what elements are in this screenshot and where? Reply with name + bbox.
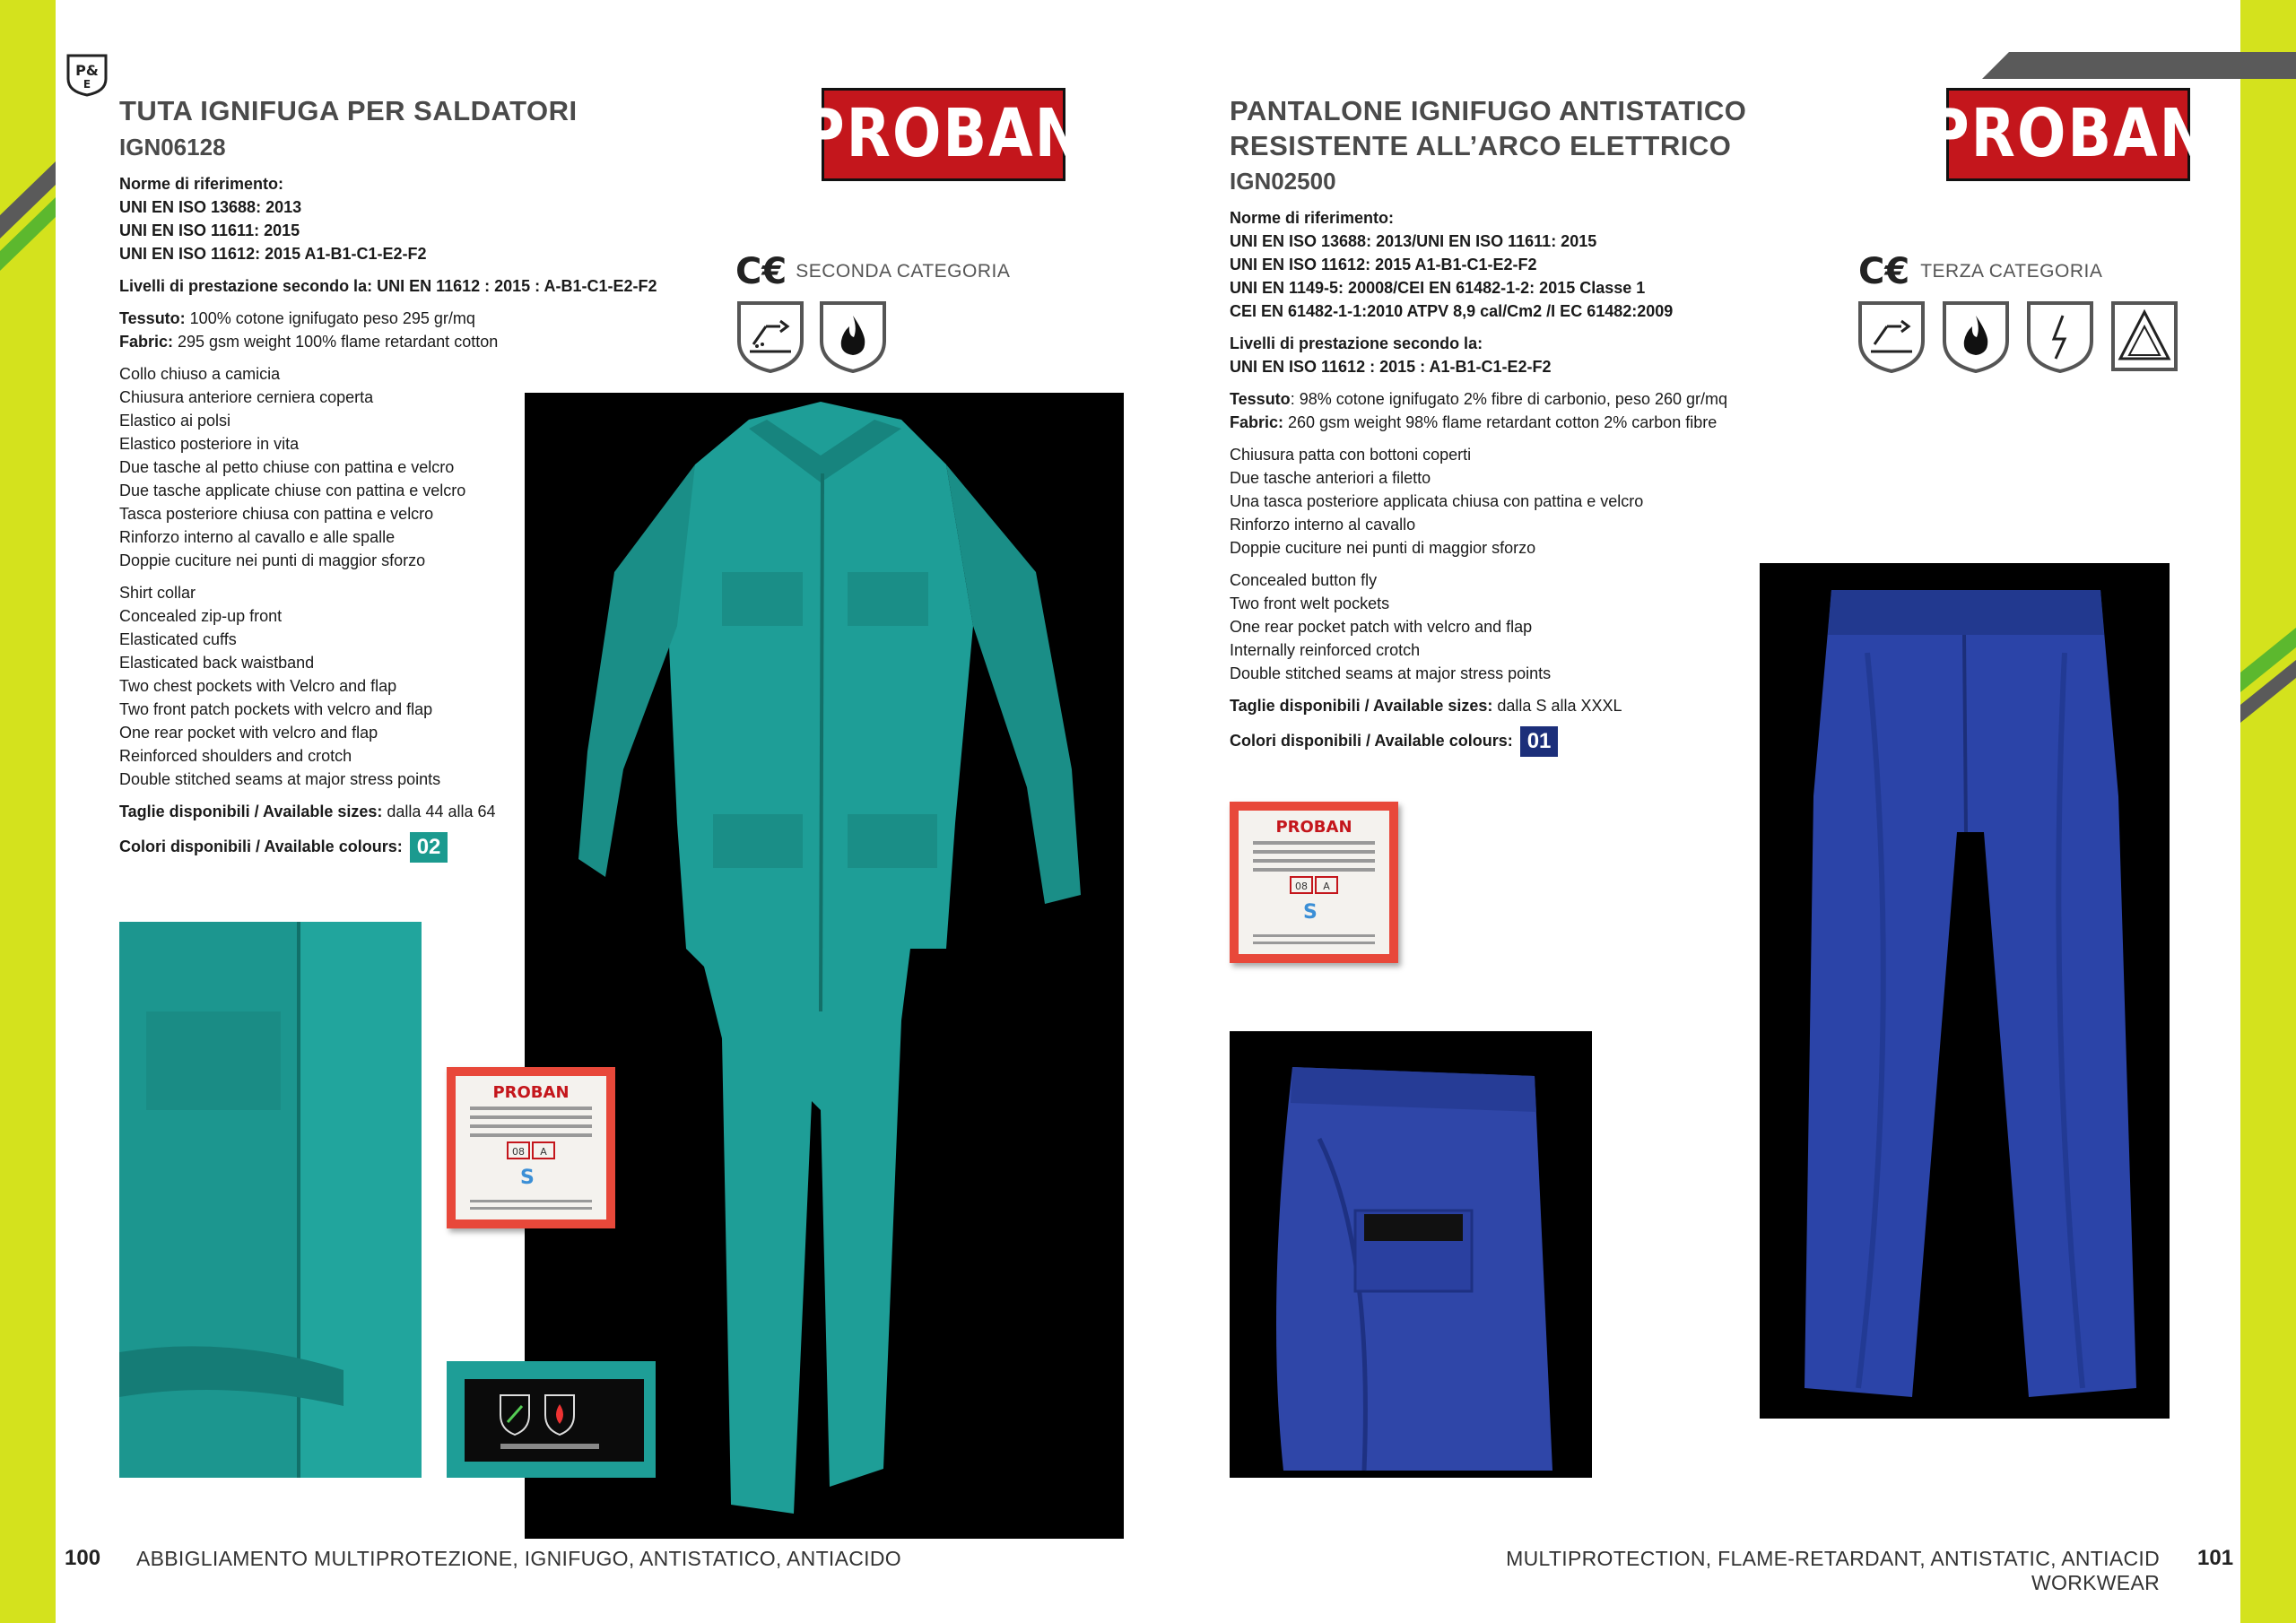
right-spec-block	[1230, 206, 1804, 757]
sizes: Taglie disponibili / Available sizes: dalla 44 alla 64	[119, 803, 496, 820]
right-accent-stripe	[2240, 0, 2296, 1623]
norme-item: UNI EN ISO 11612: 2015 A1-B1-C1-E2-F2	[1230, 256, 1537, 273]
coverall-detail-photo	[119, 922, 422, 1478]
right-certification	[1858, 251, 2102, 292]
feature-en: Double stitched seams at major stress points	[119, 770, 441, 788]
colour-badge: 02	[410, 832, 448, 863]
feature-en: Internally reinforced crotch	[1230, 641, 1421, 659]
trousers-main-photo	[1760, 563, 2170, 1419]
svg-text:A: A	[1323, 881, 1330, 892]
feature-en: Elasticated cuffs	[119, 630, 237, 648]
antistatic-triangle-icon	[2109, 299, 2179, 373]
sizes: Taglie disponibili / Available sizes: dalla S alla XXXL	[1230, 697, 1622, 715]
svg-text:E: E	[83, 78, 91, 91]
feature-it: Rinforzo interno al cavallo e alle spalle	[119, 528, 396, 546]
feature-it: Due tasche anteriori a filetto	[1230, 469, 1431, 487]
norme-item: CEI EN 61482-1-1:2010 ATPV 8,9 cal/Cm2 /I EC 61482:2009	[1230, 302, 1674, 320]
left-product-title: TUTA IGNIFUGA PER SALDATORI	[119, 95, 578, 126]
left-product-code: IGN06128	[119, 134, 226, 161]
feature-it: Chiusura anteriore cerniera coperta	[119, 388, 374, 406]
fabric-en: Fabric: 260 gsm weight 98% flame retardant cotton 2% carbon fibre	[1230, 413, 1718, 431]
trousers-detail-photo	[1230, 1031, 1592, 1478]
brand-logo-icon	[65, 52, 109, 97]
feature-en: Two chest pockets with Velcro and flap	[119, 677, 397, 695]
feature-it: Due tasche applicate chiuse con pattina e velcro	[119, 482, 466, 499]
proban-label-card	[1230, 802, 1398, 963]
feature-en: Concealed button fly	[1230, 571, 1378, 589]
svg-text:S: S	[520, 1167, 535, 1189]
feature-it: Elastico ai polsi	[119, 412, 231, 430]
colours: Colori disponibili / Available colours: 01	[1230, 726, 1804, 757]
feature-en: Double stitched seams at major stress points	[1230, 664, 1552, 682]
left-certification	[735, 251, 1010, 292]
feature-it: Due tasche al petto chiuse con pattina e velcro	[119, 458, 455, 476]
svg-text:PROBAN: PROBAN	[492, 1083, 570, 1102]
right-safety-icons	[1857, 299, 2179, 373]
norme-item: UNI EN ISO 13688: 2013/UNI EN ISO 11611: 2015	[1230, 232, 1597, 250]
svg-text:08: 08	[1295, 881, 1308, 892]
norme-heading: Norme di riferimento:	[119, 175, 284, 193]
flame-shield-icon	[818, 299, 888, 373]
performance-heading: Livelli di prestazione secondo la:	[1230, 334, 1483, 352]
performance-levels: Livelli di prestazione secondo la: UNI EN 11612 : 2015 : A-B1-C1-E2-F2	[119, 277, 657, 295]
welding-shield-icon	[735, 299, 805, 373]
category-label: TERZA CATEGORIA	[1920, 261, 2103, 282]
page-number-left: 100	[65, 1546, 101, 1570]
electric-arc-shield-icon	[2025, 299, 2095, 373]
feature-en: Concealed zip-up front	[119, 607, 283, 625]
footer-section-title-en: MULTIPROTECTION, FLAME-RETARDANT, ANTISTATIC, ANTIACID WORKWEAR	[1506, 1547, 2160, 1594]
feature-it: Elastico posteriore in vita	[119, 435, 300, 453]
norme-item: UNI EN ISO 13688: 2013	[119, 198, 302, 216]
norme-item: UNI EN 1149-5: 20008/CEI EN 61482-1-2: 2015 Classe 1	[1230, 279, 1646, 297]
flame-shield-icon	[1941, 299, 2011, 373]
footer-section-title-it: ABBIGLIAMENTO MULTIPROTEZIONE, IGNIFUGO, ANTISTATICO, ANTIACIDO	[136, 1547, 901, 1570]
norme-item: UNI EN ISO 11612: 2015 A1-B1-C1-E2-F2	[119, 245, 427, 263]
fabric-it: Tessuto: 100% cotone ignifugato peso 295 gr/mq	[119, 309, 475, 327]
feature-it: Doppie cuciture nei punti di maggior sforzo	[119, 551, 426, 569]
coverall-patch-photo	[447, 1361, 656, 1478]
fabric-en: Fabric: 295 gsm weight 100% flame retardant cotton	[119, 333, 499, 351]
svg-text:A: A	[540, 1146, 547, 1158]
feature-it: Doppie cuciture nei punti di maggior sforzo	[1230, 539, 1536, 557]
feature-it: Una tasca posteriore applicata chiusa con pattina e velcro	[1230, 492, 1644, 510]
proban-label-card	[447, 1067, 615, 1228]
svg-text:S: S	[1303, 901, 1318, 924]
colour-badge: 01	[1520, 726, 1559, 757]
category-label: SECONDA CATEGORIA	[796, 261, 1011, 282]
feature-it: Collo chiuso a camicia	[119, 365, 281, 383]
feature-en: One rear pocket with velcro and flap	[119, 724, 378, 742]
right-product-title: PANTALONE IGNIFUGO ANTISTATICO RESISTENTE ALL’ARCO ELETTRICO	[1230, 95, 1747, 161]
colours: Colori disponibili / Available colours: 02	[119, 832, 622, 863]
right-product-code: IGN02500	[1230, 168, 1336, 195]
feature-it: Chiusura patta con bottoni coperti	[1230, 446, 1472, 464]
welding-shield-icon	[1857, 299, 1926, 373]
svg-text:P&: P&	[75, 62, 99, 79]
fabric-it: Tessuto: 98% cotone ignifugato 2% fibre di carbonio, peso 260 gr/mq	[1230, 390, 1727, 408]
feature-en: Two front patch pockets with velcro and flap	[119, 700, 433, 718]
feature-en: Two front welt pockets	[1230, 595, 1390, 612]
svg-text:PROBAN: PROBAN	[1275, 818, 1352, 837]
performance-levels: UNI EN ISO 11612 : 2015 : A1-B1-C1-E2-F2	[1230, 358, 1552, 376]
page-number-right: 101	[2197, 1546, 2234, 1570]
norme-heading: Norme di riferimento:	[1230, 209, 1395, 227]
ce-mark-icon: C€	[735, 251, 787, 292]
feature-it: Rinforzo interno al cavallo	[1230, 516, 1416, 534]
feature-en: One rear pocket patch with velcro and flap	[1230, 618, 1533, 636]
feature-en: Reinforced shoulders and crotch	[119, 747, 352, 765]
norme-item: UNI EN ISO 11611: 2015	[119, 221, 300, 239]
feature-en: Elasticated back waistband	[119, 654, 315, 672]
svg-text:08: 08	[512, 1146, 525, 1158]
feature-it: Tasca posteriore chiusa con pattina e velcro	[119, 505, 434, 523]
feature-en: Shirt collar	[119, 584, 196, 602]
proban-logo: PROBAN	[822, 88, 1065, 181]
ce-mark-icon: C€	[1858, 251, 1910, 292]
proban-logo: PROBAN	[1946, 88, 2190, 181]
left-safety-icons	[735, 299, 888, 373]
